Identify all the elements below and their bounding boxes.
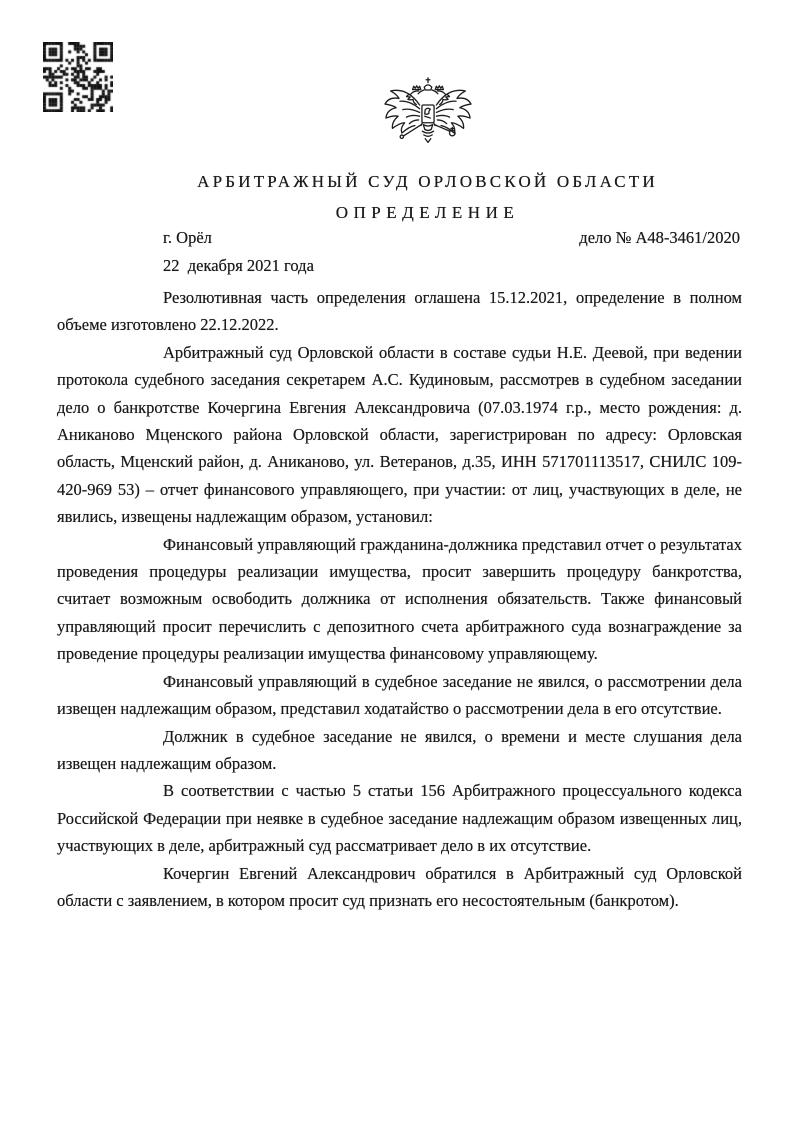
document-body — [57, 284, 742, 914]
court-name-title: АРБИТРАЖНЫЙ СУД ОРЛОВСКОЙ ОБЛАСТИ — [197, 172, 658, 191]
paragraph-bankruptcy-request: Кочергин Евгений Александрович обратился в Арбитражный суд Орловской области с заявлением, в котором просит суд признать его несостоятельным (банкротом). — [57, 863, 742, 910]
paragraph-manager-report: Финансовый управляющий гражданина-должника представил отчет о результатах проведения процедуры реализации имущества, просит завершить процедуру банкротства, считает возможным освободить должника от исполнения обязательств. Также финансовый управляющий просит перечислить с депозитного счета арбитражного суда вознаграждение за проведение процедуры реализации имущества финансовому управляющему. — [57, 534, 742, 664]
paragraph-apk-article: В соответствии с частью 5 статьи 156 Арбитражного процессуального кодекса Российской Федерации при неявке в судебное заседание надлежащим образом извещенных лиц, участвующих в деле, арбитражный суд рассматривает дело в их отсутствие. — [57, 781, 742, 856]
document-header — [55, 76, 800, 223]
case-meta-row — [57, 228, 740, 248]
paragraph-court-composition: Арбитражный суд Орловской области в составе судьи Н.Е. Деевой, при ведении протокола судебного заседания секретарем А.С. Кудиновым, рассмотрев в судебном заседании дело о банкротстве Кочергина Евгения Александровича (07.03.1974 г.р., место рождения: д. Аниканово Мценского района Орловской области, зарегистрирован по адресу: Орловская область, Мценский район, д. Аниканово, ул. Ветеранов, д.35, ИНН 571701113517, СНИЛС 109-420-969 53) – отчет финансового управляющего, при участии: от лиц, участвующих в деле, не явились, извещены надлежащим образом, установил: — [57, 342, 742, 527]
paragraph-manager-absent: Финансовый управляющий в судебное заседание не явился, о рассмотрении дела извещен надлежащим образом, представил ходатайство о рассмотрении дела в его отсутствие. — [57, 671, 742, 719]
document-date: 22 декабря 2021 года — [163, 256, 314, 275]
case-number: дело № А48-3461/2020 — [579, 228, 740, 247]
paragraph-resolutive: Резолютивная часть определения оглашена 15.12.2021, определение в полном объеме изготовлено 22.12.2022. — [57, 288, 742, 335]
coat-of-arms-eagle-icon — [381, 76, 475, 162]
paragraph-debtor-absent: Должник в судебное заседание не явился, о времени и месте слушания дела извещен надлежащим образом. — [57, 726, 742, 773]
city-label: г. Орёл — [163, 228, 212, 247]
document-type-title: ОПРЕДЕЛЕНИЕ — [335, 203, 520, 222]
